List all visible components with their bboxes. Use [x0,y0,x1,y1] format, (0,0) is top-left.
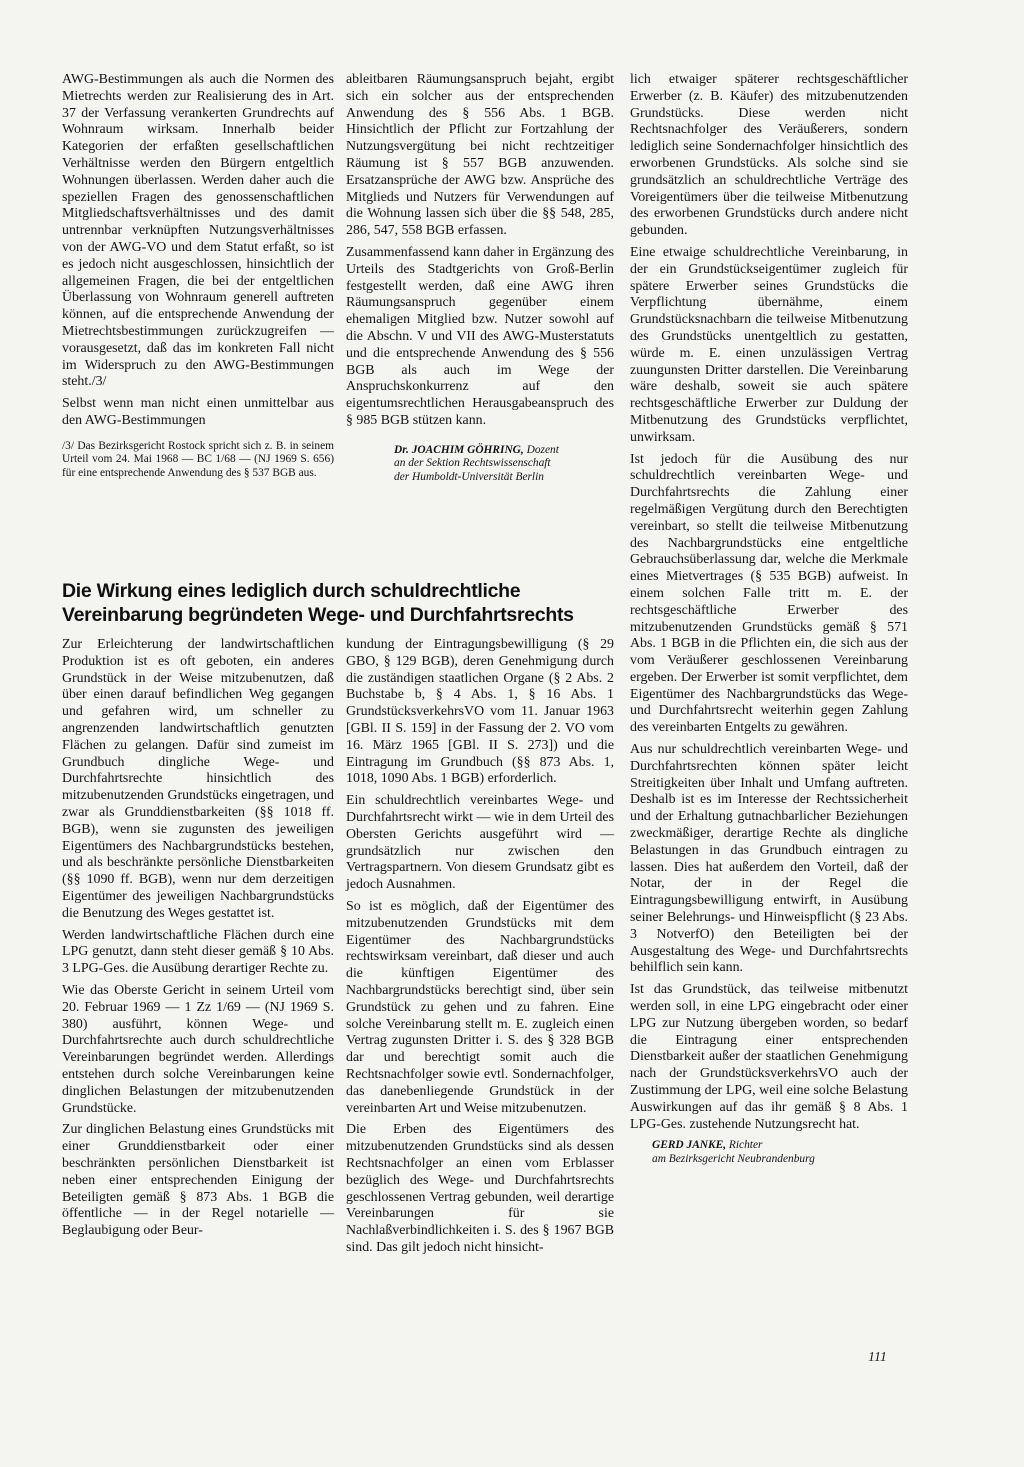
article1-column-1 [62,72,334,486]
article2-column-1 [62,637,334,1245]
article2-column-2 [346,637,614,1262]
headline-line: Vereinbarung begründeten Wege- und Durchfahrtsrechts [62,603,574,626]
paragraph: Die Erben des Eigentümers des mitzubenutzenden Grundstücks sind als dessen Rechtsnachfolger an einen vom Erblasser bezüglich des Wege- und Durchfahrtsrechts geschlossenen Vertrag gebunden, weil derartige Vereinbarungen für sie Nachlaßverbindlichkeiten i. S. des § 1967 BGB sind. Das gilt jedoch nicht hinsicht- [346,1122,614,1255]
author-name: Dr. JOACHIM GÖHRING, [394,443,524,456]
paragraph: Zur dinglichen Belastung eines Grundstücks mit einer Grunddienstbarkeit oder einer beschränkten persönlichen Dienstbarkeit ist neben einer entsprechenden Einigung der Beteiligten gemäß § 873 Abs. 1 BGB die öffentliche — in der Regel notarielle — Beglaubigung oder Beur- [62,1122,334,1239]
author-signature [652,1139,908,1166]
paragraph: kundung der Eintragungsbewilligung (§ 29 GBO, § 129 BGB), deren Genehmigung durch die zuständigen staatlichen Organe (§ 2 Abs. 2 Buchstabe b, § 4 Abs. 1, § 16 Abs. 1 GrundstücksverkehrsVO vom 11. Januar 1963 [GBl. II S. 159] in der Fassung der 2. VO vom 16. März 1965 [GBl. II S. 273]) und die Eintragung im Grundbuch (§§ 873 Abs. 1, 1018, 1090 Abs. 1 BGB) erforderlich. [346,637,614,787]
paragraph: Ist das Grundstück, das teilweise mitbenutzt werden soll, in eine LPG eingebracht oder einer LPG zur Nutzung übergeben worden, so bedarf die Eintragung einer entsprechenden Dienstbarkeit außer der staatlichen Genehmigung nach der GrundstücksverkehrsVO auch der Zustimmung der LPG, weil eine solche Belastung Auswirkungen auf das ihr gemäß § 8 Abs. 1 LPG-Ges. zustehende Nutzungsrecht hat. [630,982,908,1132]
page-number: 111 [868,1350,887,1365]
paragraph: Ein schuldrechtlich vereinbartes Wege- und Durchfahrtsrecht wirkt — wie in dem Urteil des Obersten Gerichts ausgeführt wird — grundsätzlich nur zwischen den Vertragspartnern. Von diesem Grundsatz gibt es jedoch Ausnahmen. [346,793,614,893]
paragraph: lich etwaiger späterer rechtsgeschäftlicher Erwerber (z. B. Käufer) des mitzubenutzenden Grundstücks. Diese werden nicht Rechtsnachfolger des Veräußerers, sondern lediglich seine Sondernachfolger hinsichtlich des erworbenen Grundstücks. Als solche sind sie grundsätzlich an schuldrechtliche Verträge des Voreigentümers über die teilweise Mitbenutzung des erworbenen Grundstücks durch andere nicht gebunden. [630,72,908,239]
author-affiliation: am Bezirksgericht Neubrandenburg [652,1153,815,1165]
paragraph: Zusammenfassend kann daher in Ergänzung des Urteils des Stadtgerichts von Groß-Berlin festgestellt werden, daß eine AWG ihren Räumungsanspruch gegenüber einem ehemaligen Mitglied bzw. Nutzer sowohl auf die Abschn. V und VII des AWG-Musterstatuts und die entsprechende Anwendung des § 556 BGB als auch im Wege der Anspruchskonkurrenz auf den eigentumsrechtlichen Herausgabeanspruch des § 985 BGB stützen kann. [346,244,614,428]
article2-column-3 [630,72,908,1167]
paragraph: Ist jedoch für die Ausübung des nur schuldrechtlich vereinbarten Wege- und Durchfahrtsrechts die Zahlung einer regelmäßigen Vergütung durch den Berechtigten vereinbart, so stellt die teilweise Mitbenutzung des Nachbargrundstücks eine entgeltliche Gebrauchsüberlassung dar, welche die Merkmale eines Mietvertrages (§ 535 BGB) aufweist. In einem solchen Falle tritt m. E. der rechtsgeschäftliche Erwerber des mitzubenutzenden Grundstücks gemäß § 571 Abs. 1 BGB in die Pflichten ein, die sich aus der vom Veräußerer geschlossenen Vereinbarung ergeben. Der Erwerber ist somit verpflichtet, dem Eigentümer des Nachbargrundstücks das Wege- und Durchfahrtsrecht weiterhin gegen Zahlung des vereinbarten Entgelts zu gewähren. [630,451,908,736]
author-title: Dozent [526,443,559,456]
paragraph: Eine etwaige schuldrechtliche Vereinbarung, in der ein Grundstückseigentümer zugleich für spätere Erwerber seines Grundstücks die Verpflichtung übernähme, einem Grundstücksnachbarn die teilweise Mitbenutzung des Grundstücks unentgeltlich zu gestatten, würde m. E. einen unzulässigen Vertrag zuungunsten Dritter darstellen. Die Vereinbarung wäre deshalb, soweit sie auch spätere rechtsgeschäftliche Erwerber zur Duldung der Mitbenutzung des Grundstücks verpflichtet, unwirksam. [630,244,908,445]
paragraph: So ist es möglich, daß der Eigentümer des mitzubenutzenden Grundstücks mit dem Eigentümer des Nachbargrundstücks rechtswirksam vereinbart, daß dieser und auch die künftigen Eigentümer des Nachbargrundstücks berechtigt sind, über sein Grundstück zu gehen und zu fahren. Eine solche Vereinbarung stellt m. E. zugleich einen Vertrag zugunsten Dritter i. S. des § 328 BGB dar und berechtigt somit auch die Rechtsnachfolger sowie evtl. Sondernachfolger, das danebenliegende Grundstück in der vereinbarten Art und Weise mitzubenutzen. [346,898,614,1116]
paragraph: ableitbaren Räumungsanspruch bejaht, ergibt sich ein solcher aus der entsprechenden Anwendung des § 556 Abs. 1 BGB. Hinsichtlich der Pflicht zur Fortzahlung der Nutzungsvergütung bei nicht rechtzeitiger Räumung ist § 557 BGB anzuwenden. Ersatzansprüche der AWG bzw. Ansprüche des Mitglieds und Nutzers für Verwendungen auf die Wohnung lassen sich über die §§ 548, 285, 286, 547, 558 BGB erfassen. [346,72,614,239]
paragraph: Zur Erleichterung der landwirtschaftlichen Produktion ist es oft geboten, ein anderes Grundstück in der Weise mitzubenutzen, daß über einen darauf befindlichen Weg gegangen und gefahren wird, um schneller zu angrenzenden landwirtschaftlich genutzten Flächen zu gelangen. Dafür sind zumeist im Grundbuch dingliche Wege- und Durchfahrtsrechte hinsichtlich des mitzubenutzenden Grundstücks eingetragen, und zwar als Grunddienstbarkeiten (§§ 1018 ff. BGB), wenn sie zugunsten des jeweiligen Eigentümers des Nachbargrundstücks bestehen, und als beschränkte persönliche Dienstbarkeiten (§§ 1090 ff. BGB), wenn nur dem derzeitigen Eigentümer des jeweiligen Nachbargrundstücks die Benutzung des Weges gestattet ist. [62,637,334,921]
paragraph: Selbst wenn man nicht einen unmittelbar aus den AWG-Bestimmungen [62,396,334,428]
paragraph: Werden landwirtschaftliche Flächen durch eine LPG genutzt, dann steht dieser gemäß § 10 Abs. 3 LPG-Ges. die Ausübung derartiger Rechte zu. [62,927,334,977]
paragraph: Aus nur schuldrechtlich vereinbarten Wege- und Durchfahrtsrechten können später leicht Streitigkeiten über Inhalt und Umfang auftreten. Deshalb ist es im Interesse der Rechtssicherheit und der Erhaltung gutnachbarlicher Beziehungen zweckmäßiger, derartige Rechte als dingliche Belastungen in das Grundbuch eintragen zu lassen. Dies hat außerdem den Vorteil, daß der Notar, der in der Regel die Eintragungsbewilligung entwirft, in Ausübung seiner Belehrungs- und Hinweispflicht (§ 23 Abs. 3 NotverfO) den Beteiligten bei der Ausgestaltung des Wege- und Durchfahrtsrechts behilflich sein kann. [630,742,908,976]
author-signature [394,444,614,485]
article-headline [62,580,622,627]
paragraph: Wie das Oberste Gericht in seinem Urteil vom 20. Februar 1969 — 1 Zz 1/69 — (NJ 1969 S. 380) ausführt, können Wege- und Durchfahrtsrechte auch durch schuldrechtliche Vereinbarungen begründet werden. Allerdings entstehen durch solche Vereinbarungen keine dinglichen Belastungen der mitzubenutzenden Grundstücke. [62,982,334,1116]
headline-line: Die Wirkung eines lediglich durch schuldrechtliche [62,580,521,602]
paragraph: AWG-Bestimmungen als auch die Normen des Mietrechts werden zur Realisierung des in Art. 37 der Verfassung verankerten Grundrechts auf Wohnraum wirksam. Innerhalb beider Kategorien der erfaßten gesellschaftlichen Verhältnisse werden den Bürgern entgeltlich Wohnungen überlassen. Werden daher auch die speziellen Fragen des genossenschaftlichen Mitgliedschaftsverhältnisses und des damit untrennbar verknüpften Nutzungsverhältnisses von der AWG-VO und dem Statut erfaßt, so ist es jedoch nicht ausgeschlossen, hinsichtlich der allgemeinen Fragen, die bei der entgeltlichen Überlassung von Wohnraum generell auftreten können, auf die entsprechende Anwendung der Mietrechtsbestimmungen zurückzugreifen — vorausgesetzt, daß das im konkreten Fall nicht im Widerspruch zu den AWG-Bestimmungen steht./3/ [62,72,334,390]
author-title: Richter [728,1139,763,1152]
article1-column-2 [346,72,614,485]
author-affiliation: der Humboldt-Universität Berlin [394,470,544,483]
footnote: /3/ Das Bezirksgericht Rostock spricht sich z. B. in seinem Urteil vom 24. Mai 1968 — BC 1/68 — (NJ 1969 S. 656) für eine entsprechende Anwendung des § 537 BGB aus. [62,439,334,479]
author-affiliation: an der Sektion Rechtswissenschaft [394,457,551,470]
author-name: GERD JANKE, [652,1139,727,1152]
